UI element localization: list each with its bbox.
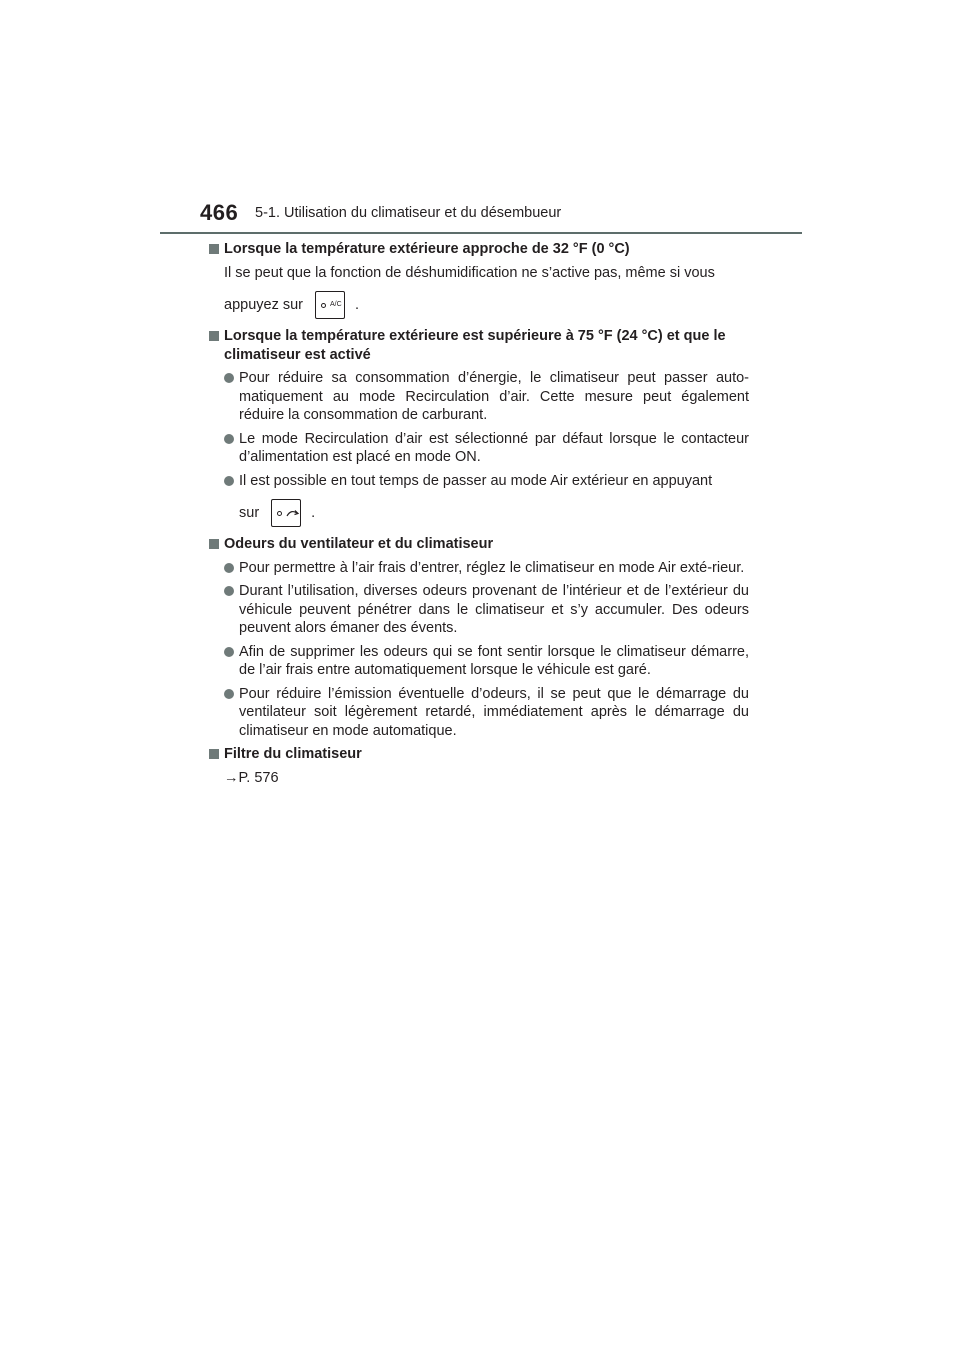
square-bullet-icon — [209, 539, 219, 549]
outside-air-arrow-icon — [286, 508, 300, 518]
section-heading: Filtre du climatiseur — [209, 745, 749, 764]
section-text: Il se peut que la fonction de déshumidification ne s’active pas, même si vous — [224, 264, 715, 281]
list-item: Il est possible en tout temps de passer au mode Air extérieur en appuyant — [209, 472, 749, 491]
button-line: sur . — [209, 495, 749, 531]
square-bullet-icon — [209, 331, 219, 341]
round-bullet-icon — [224, 434, 234, 444]
round-bullet-icon — [224, 647, 234, 657]
outside-air-button-icon — [271, 499, 301, 527]
round-bullet-icon — [224, 689, 234, 699]
page-number: 466 — [200, 200, 239, 225]
round-bullet-icon — [224, 373, 234, 383]
button-line: appuyez sur A/C . — [209, 287, 749, 323]
round-bullet-icon — [224, 563, 234, 573]
round-bullet-icon — [224, 476, 234, 486]
section-heading: Odeurs du ventilateur et du climatiseur — [209, 535, 749, 554]
list-item: Durant l’utilisation, diverses odeurs provenant de l’intérieur et de l’extérieur du véhicule peuvent pénétrer dans le climatiseur et s’y accumuler. Des odeurs peuvent alors émaner des évents. — [209, 582, 749, 638]
section-hot-temperature — [209, 327, 749, 531]
section-odors — [209, 535, 749, 740]
list-item: Pour réduire sa consommation d’énergie, le climatiseur peut passer auto-matiquement au mode Recirculation d’air. Cette mesure peut également réduire la consommation de carburant. — [209, 369, 749, 425]
square-bullet-icon — [209, 749, 219, 759]
page-reference-link[interactable]: →P. 576 — [224, 769, 279, 786]
section-heading: Lorsque la température extérieure approche de 32 °F (0 °C) — [209, 240, 749, 259]
indicator-light-icon — [277, 511, 282, 516]
square-bullet-icon — [209, 244, 219, 254]
round-bullet-icon — [224, 586, 234, 596]
list-item: Le mode Recirculation d’air est sélectionné par défaut lorsque le contacteur d’alimentation est placé en mode ON. — [209, 430, 749, 467]
header-rule — [160, 232, 802, 234]
list-item: Pour permettre à l’air frais d’entrer, réglez le climatiseur en mode Air exté-rieur. — [209, 559, 749, 578]
ac-button-icon: A/C — [315, 291, 345, 319]
indicator-light-icon — [321, 303, 326, 308]
list-item: Afin de supprimer les odeurs qui se font sentir lorsque le climatiseur démarre, de l’air frais entre automatiquement lorsque le véhicule est garé. — [209, 643, 749, 680]
chapter-title: 5-1. Utilisation du climatiseur et du désembueur — [255, 205, 562, 221]
page-content — [209, 240, 749, 791]
section-heading: Lorsque la température extérieure est supérieure à 75 °F (24 °C) et que le climatiseur est activé — [209, 327, 749, 364]
section-filter — [209, 745, 749, 787]
section-cold-temperature — [209, 240, 749, 323]
list-item: Pour réduire l’émission éventuelle d’odeurs, il se peut que le démarrage du ventilateur soit légèrement retardé, immédiatement après le démarrage du climatiseur en mode automatique. — [209, 685, 749, 741]
